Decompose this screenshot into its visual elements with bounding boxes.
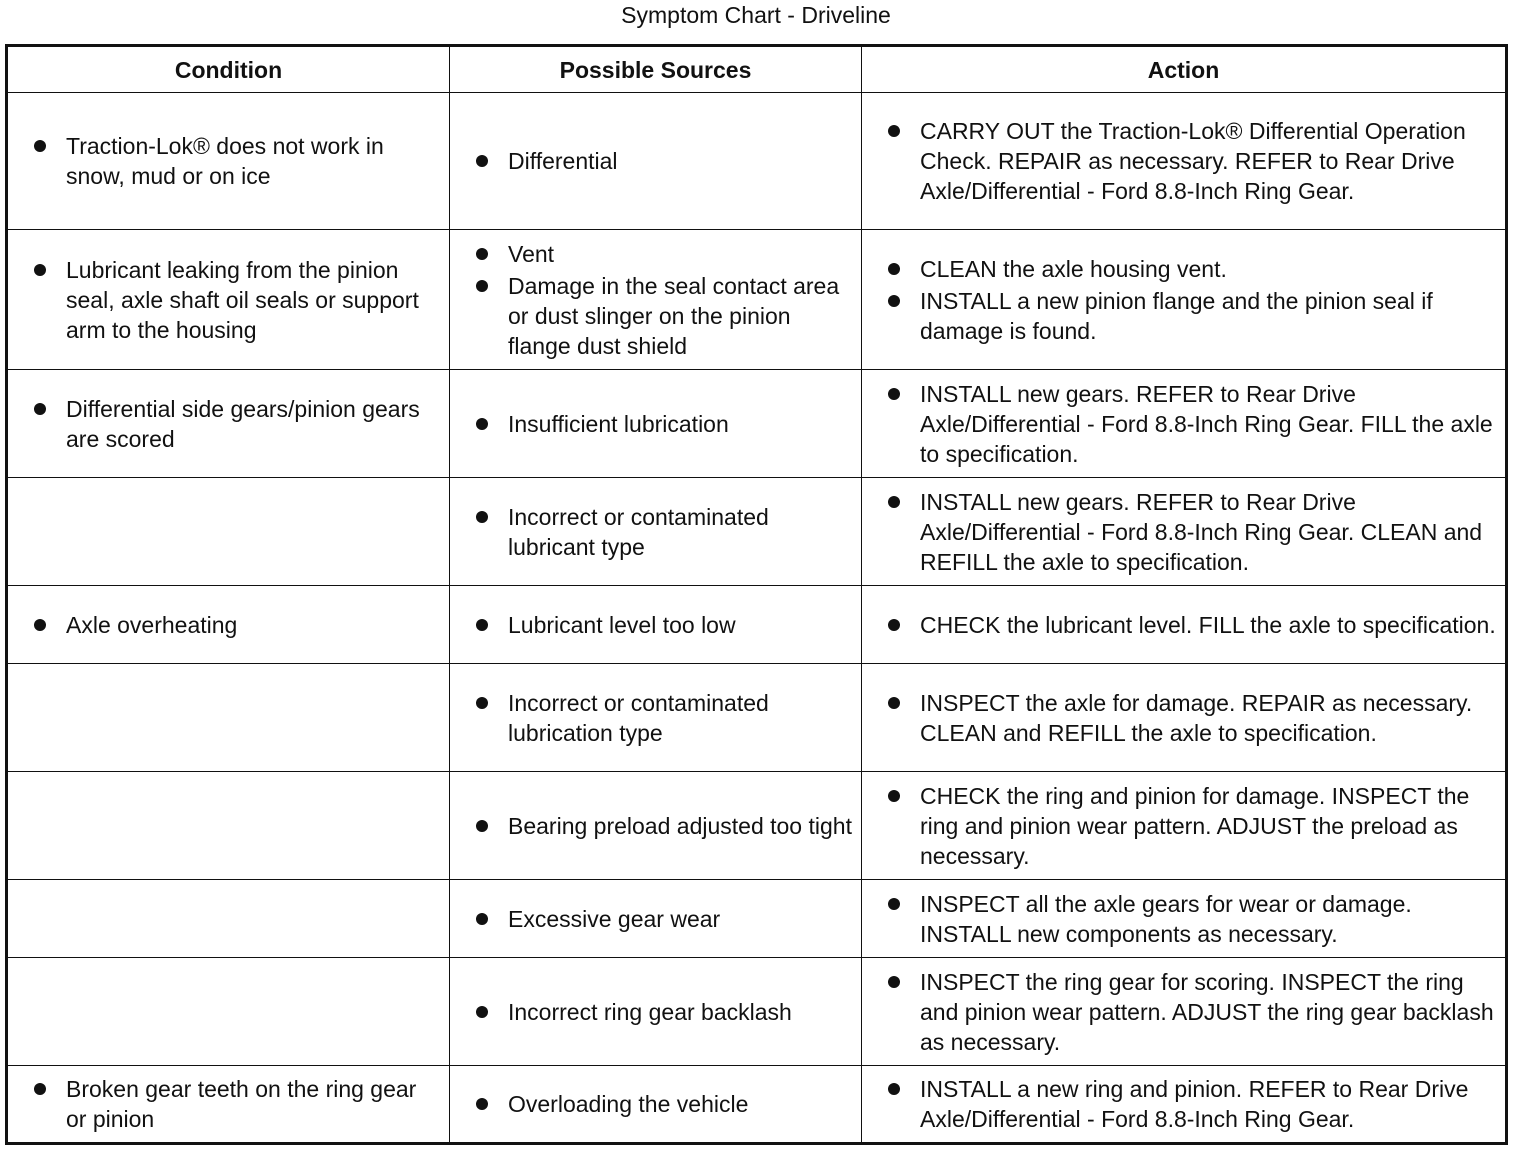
possible-sources-cell — [450, 478, 862, 586]
bullet-item: INSTALL new gears. REFER to Rear Drive Axle/Differential - Ford 8.8-Inch Ring Gear. CLEAN and REFILL the axle to specification. — [888, 487, 1497, 577]
possible-sources-cell — [450, 880, 862, 958]
table-row — [7, 370, 1507, 478]
bullet-item: Overloading the vehicle — [476, 1089, 853, 1119]
table-row — [7, 958, 1507, 1066]
action-cell-list — [888, 781, 1497, 871]
header-condition: Condition — [7, 46, 450, 93]
bullet-item: CHECK the lubricant level. FILL the axle to specification. — [888, 610, 1497, 640]
condition-cell — [7, 1066, 450, 1144]
action-cell-list — [888, 487, 1497, 577]
table-row — [7, 1066, 1507, 1144]
action-cell-list — [888, 1074, 1497, 1134]
possible-sources-cell — [450, 664, 862, 772]
possible-sources-cell — [450, 230, 862, 370]
bullet-item: Traction-Lok® does not work in snow, mud or on ice — [34, 131, 441, 191]
possible-sources-cell-list — [476, 904, 853, 934]
possible-sources-cell-list — [476, 610, 853, 640]
condition-cell-list — [34, 131, 441, 191]
action-cell-list — [888, 610, 1497, 640]
condition-cell — [7, 93, 450, 230]
possible-sources-cell-list — [476, 688, 853, 748]
action-cell — [862, 1066, 1507, 1144]
bullet-item: Axle overheating — [34, 610, 441, 640]
condition-cell — [7, 230, 450, 370]
table-row — [7, 880, 1507, 958]
action-cell — [862, 958, 1507, 1066]
condition-cell — [7, 958, 450, 1066]
table-row — [7, 772, 1507, 880]
action-cell — [862, 478, 1507, 586]
possible-sources-cell — [450, 1066, 862, 1144]
possible-sources-cell-list — [476, 1089, 853, 1119]
action-cell — [862, 370, 1507, 478]
condition-cell — [7, 880, 450, 958]
action-cell — [862, 880, 1507, 958]
condition-cell — [7, 586, 450, 664]
bullet-item: Differential — [476, 146, 853, 176]
bullet-item: Excessive gear wear — [476, 904, 853, 934]
header-action: Action — [862, 46, 1507, 93]
possible-sources-cell — [450, 772, 862, 880]
possible-sources-cell — [450, 370, 862, 478]
bullet-item: Broken gear teeth on the ring gear or pinion — [34, 1074, 441, 1134]
bullet-item: INSTALL new gears. REFER to Rear Drive Axle/Differential - Ford 8.8-Inch Ring Gear. FILL the axle to specification. — [888, 379, 1497, 469]
bullet-item: CLEAN the axle housing vent. — [888, 254, 1497, 284]
condition-cell — [7, 478, 450, 586]
bullet-item: INSPECT the axle for damage. REPAIR as necessary. CLEAN and REFILL the axle to specification. — [888, 688, 1497, 748]
table-header-row — [7, 46, 1507, 93]
condition-cell — [7, 370, 450, 478]
bullet-item: INSPECT all the axle gears for wear or damage. INSTALL new components as necessary. — [888, 889, 1497, 949]
possible-sources-cell-list — [476, 409, 853, 439]
condition-cell — [7, 664, 450, 772]
bullet-item: Damage in the seal contact area or dust slinger on the pinion flange dust shield — [476, 271, 853, 361]
header-possible-sources: Possible Sources — [450, 46, 862, 93]
possible-sources-cell — [450, 93, 862, 230]
possible-sources-cell — [450, 586, 862, 664]
bullet-item: INSPECT the ring gear for scoring. INSPECT the ring and pinion wear pattern. ADJUST the ring gear backlash as necessary. — [888, 967, 1497, 1057]
bullet-item: Bearing preload adjusted too tight — [476, 811, 853, 841]
bullet-item: Incorrect or contaminated lubrication type — [476, 688, 853, 748]
action-cell-list — [888, 254, 1497, 346]
possible-sources-cell-list — [476, 811, 853, 841]
table-row — [7, 93, 1507, 230]
bullet-item: Lubricant level too low — [476, 610, 853, 640]
bullet-item: Insufficient lubrication — [476, 409, 853, 439]
bullet-item: INSTALL a new ring and pinion. REFER to Rear Drive Axle/Differential - Ford 8.8-Inch Ring Gear. — [888, 1074, 1497, 1134]
symptom-chart-table — [5, 44, 1508, 1145]
table-row — [7, 664, 1507, 772]
action-cell-list — [888, 116, 1497, 206]
condition-cell-list — [34, 1074, 441, 1134]
bullet-item: Vent — [476, 239, 853, 269]
condition-cell-list — [34, 394, 441, 454]
bullet-item: CHECK the ring and pinion for damage. INSPECT the ring and pinion wear pattern. ADJUST the preload as necessary. — [888, 781, 1497, 871]
table-row — [7, 230, 1507, 370]
bullet-item: Lubricant leaking from the pinion seal, axle shaft oil seals or support arm to the housing — [34, 255, 441, 345]
bullet-item: Incorrect ring gear backlash — [476, 997, 853, 1027]
action-cell — [862, 586, 1507, 664]
table-body — [7, 93, 1507, 1144]
action-cell — [862, 93, 1507, 230]
bullet-item: INSTALL a new pinion flange and the pinion seal if damage is found. — [888, 286, 1497, 346]
page-title: Symptom Chart - Driveline — [621, 2, 891, 28]
bullet-item: Differential side gears/pinion gears are scored — [34, 394, 441, 454]
table-row — [7, 586, 1507, 664]
action-cell-list — [888, 967, 1497, 1057]
possible-sources-cell — [450, 958, 862, 1066]
possible-sources-cell-list — [476, 239, 853, 361]
action-cell-list — [888, 889, 1497, 949]
action-cell — [862, 772, 1507, 880]
table-row — [7, 478, 1507, 586]
condition-cell — [7, 772, 450, 880]
condition-cell-list — [34, 255, 441, 345]
possible-sources-cell-list — [476, 997, 853, 1027]
condition-cell-list — [34, 610, 441, 640]
action-cell — [862, 230, 1507, 370]
possible-sources-cell-list — [476, 146, 853, 176]
action-cell-list — [888, 688, 1497, 748]
bullet-item: CARRY OUT the Traction-Lok® Differential Operation Check. REPAIR as necessary. REFER to Rear Drive Axle/Differential - Ford 8.8-Inch Ring Gear. — [888, 116, 1497, 206]
action-cell — [862, 664, 1507, 772]
bullet-item: Incorrect or contaminated lubricant type — [476, 502, 853, 562]
action-cell-list — [888, 379, 1497, 469]
possible-sources-cell-list — [476, 502, 853, 562]
